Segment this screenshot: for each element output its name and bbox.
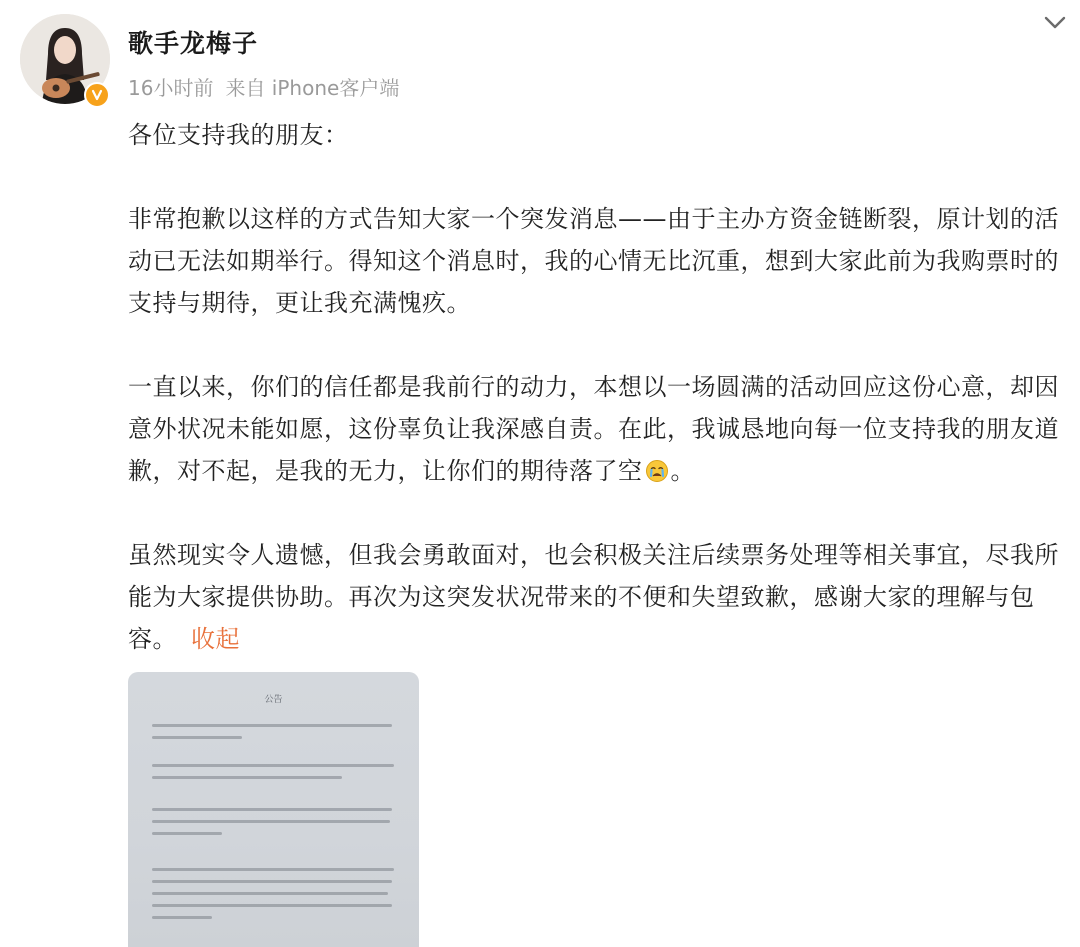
post-paragraph-2-text: 一直以来，你们的信任都是我前行的动力，本想以一场圆满的活动回应这份心意，却因意外状况未能如愿，这份辜负让我深感自责。在此，我诚恳地向每一位支持我的朋友道歉，对不起，是我的无力，让你们的期待落了空 (128, 373, 1059, 485)
post-greeting: 各位支持我的朋友： (128, 121, 349, 149)
notice-text-line (152, 736, 242, 739)
notice-text-line (152, 916, 212, 919)
notice-text-line (152, 880, 392, 883)
more-options-button[interactable] (1038, 8, 1072, 38)
post-paragraph-3-text: 虽然现实令人遗憾，但我会勇敢面对，也会积极关注后续票务处理等相关事宜，尽我所能为大家提供协助。再次为这突发状况带来的不便和失望致歉，感谢大家的理解与包容。 (128, 541, 1059, 653)
collapse-link[interactable]: 收起 (191, 625, 240, 653)
post-paragraph-2-end: 。 (670, 457, 695, 485)
post-paragraph-3 (128, 534, 1068, 660)
post-meta (128, 72, 411, 101)
attached-notice-image[interactable] (128, 672, 419, 947)
username[interactable]: 歌手龙梅子 (128, 29, 259, 58)
post-body (128, 114, 1068, 660)
notice-text-line (152, 820, 390, 823)
notice-title: 公告 (264, 695, 283, 705)
post-source: 来自 iPhone客户端 (225, 76, 400, 100)
notice-text-line (152, 868, 394, 871)
notice-text-line (152, 892, 388, 895)
notice-text-line (152, 832, 222, 835)
post-paragraph-2 (128, 366, 1068, 492)
chevron-down-icon (1043, 15, 1067, 31)
post-paragraph-1: 非常抱歉以这样的方式告知大家一个突发消息——由于主办方资金链断裂，原计划的活动已无法如期举行。得知这个消息时，我的心情无比沉重，想到大家此前为我购票时的支持与期待，更让我充满愧疚。 (128, 205, 1059, 317)
notice-text-line (152, 724, 392, 727)
notice-text-line (152, 808, 392, 811)
notice-text-line (152, 776, 342, 779)
notice-text-line (152, 764, 394, 767)
cry-emoji-icon (645, 454, 669, 478)
post-time: 16小时前 (128, 76, 214, 100)
verified-badge-icon (84, 82, 110, 108)
notice-text-line (152, 904, 392, 907)
